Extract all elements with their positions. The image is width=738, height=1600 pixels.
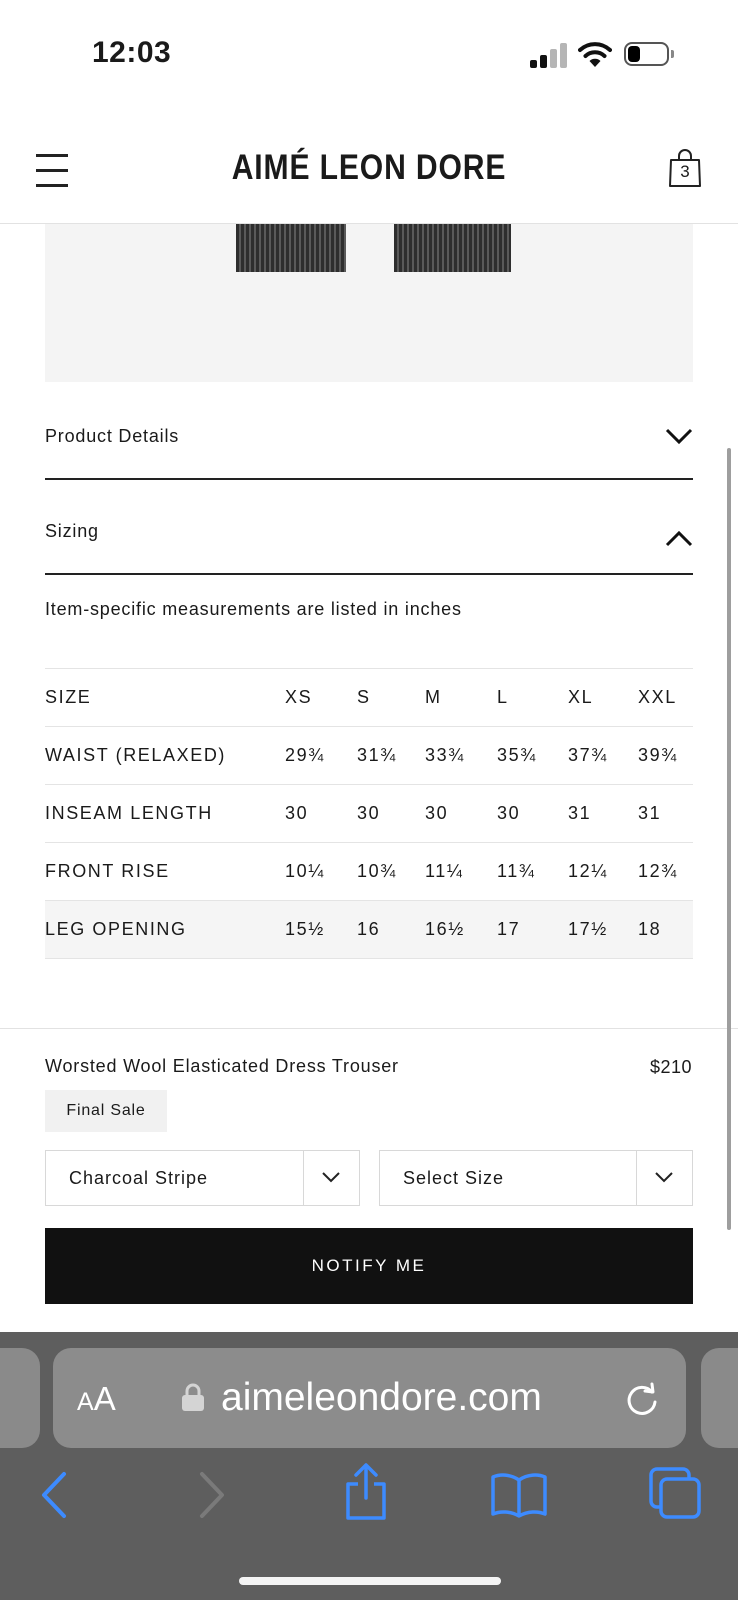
product-image[interactable] bbox=[45, 224, 693, 382]
size-chart-table bbox=[45, 668, 693, 959]
color-select-value: Charcoal Stripe bbox=[69, 1168, 209, 1188]
chevron-down-icon bbox=[654, 1169, 674, 1185]
sizing-note: Item-specific measurements are listed in inches bbox=[45, 599, 462, 619]
select-divider bbox=[636, 1151, 637, 1205]
table-cell: 33¾ bbox=[425, 727, 497, 785]
table-cell: XS bbox=[285, 669, 357, 727]
table-cell: 39¾ bbox=[638, 727, 693, 785]
table-cell: 10¾ bbox=[357, 843, 425, 901]
trouser-leg-left bbox=[236, 224, 346, 272]
tabs-icon[interactable] bbox=[648, 1466, 702, 1520]
table-cell: 18 bbox=[638, 901, 693, 959]
color-select[interactable] bbox=[45, 1150, 360, 1206]
table-cell: 12¼ bbox=[568, 843, 638, 901]
site-header bbox=[0, 110, 738, 224]
cart-count-badge: 3 bbox=[680, 162, 690, 181]
table-cell: 31 bbox=[568, 785, 638, 843]
text-size-button[interactable] bbox=[77, 1380, 116, 1418]
table-cell: 12¾ bbox=[638, 843, 693, 901]
final-sale-badge: Final Sale bbox=[45, 1090, 167, 1132]
table-cell: 11¼ bbox=[425, 843, 497, 901]
url-text[interactable]: aimeleondore.com bbox=[221, 1376, 542, 1419]
table-cell: XL bbox=[568, 669, 638, 727]
table-cell: 30 bbox=[285, 785, 357, 843]
table-cell: 37¾ bbox=[568, 727, 638, 785]
table-cell: M bbox=[425, 669, 497, 727]
battery-icon bbox=[624, 42, 674, 66]
scrollbar[interactable] bbox=[727, 448, 731, 1230]
status-time: 12:03 bbox=[92, 36, 172, 69]
table-cell: 30 bbox=[425, 785, 497, 843]
chevron-down-icon bbox=[321, 1169, 341, 1185]
chevron-down-icon bbox=[665, 426, 693, 446]
table-cell: 10¼ bbox=[285, 843, 357, 901]
table-cell: 17 bbox=[497, 901, 568, 959]
table-cell: 15½ bbox=[285, 901, 357, 959]
text-size-small-a: A bbox=[77, 1388, 94, 1416]
table-cell: S bbox=[357, 669, 425, 727]
table-cell: 16 bbox=[357, 901, 425, 959]
table-cell: 17½ bbox=[568, 901, 638, 959]
text-size-large-a: A bbox=[93, 1380, 116, 1417]
table-cell: LEG OPENING bbox=[45, 901, 285, 959]
share-icon[interactable] bbox=[343, 1462, 389, 1522]
notify-me-button[interactable]: NOTIFY ME bbox=[45, 1228, 693, 1304]
back-icon[interactable] bbox=[38, 1470, 70, 1520]
reload-icon[interactable] bbox=[623, 1380, 661, 1418]
select-divider bbox=[303, 1151, 304, 1205]
size-select[interactable] bbox=[379, 1150, 693, 1206]
table-cell: 31 bbox=[638, 785, 693, 843]
product-details-accordion[interactable] bbox=[45, 396, 693, 480]
table-cell: SIZE bbox=[45, 669, 285, 727]
table-row bbox=[45, 669, 693, 727]
table-row bbox=[45, 727, 693, 785]
purchase-panel-divider bbox=[0, 1028, 738, 1029]
table-cell: INSEAM LENGTH bbox=[45, 785, 285, 843]
trouser-leg-right bbox=[394, 224, 511, 272]
chevron-up-icon bbox=[665, 529, 693, 549]
product-price: $210 bbox=[649, 1057, 692, 1077]
table-cell: WAIST (RELAXED) bbox=[45, 727, 285, 785]
browser-toolbar bbox=[0, 1332, 738, 1600]
cellular-signal-icon bbox=[530, 42, 568, 68]
address-bar[interactable] bbox=[53, 1348, 686, 1448]
table-cell: 16½ bbox=[425, 901, 497, 959]
table-cell: L bbox=[497, 669, 568, 727]
table-cell: FRONT RISE bbox=[45, 843, 285, 901]
sizing-accordion[interactable] bbox=[45, 491, 693, 575]
table-cell: 11¾ bbox=[497, 843, 568, 901]
bookmarks-icon[interactable] bbox=[490, 1472, 548, 1518]
table-cell: 35¾ bbox=[497, 727, 568, 785]
wifi-icon bbox=[578, 40, 612, 68]
home-indicator[interactable] bbox=[239, 1577, 501, 1585]
lock-icon bbox=[181, 1382, 205, 1412]
sizing-label: Sizing bbox=[45, 521, 99, 541]
forward-icon[interactable] bbox=[196, 1470, 228, 1520]
table-cell: 30 bbox=[357, 785, 425, 843]
product-details-label: Product Details bbox=[45, 426, 180, 446]
table-cell: 31¾ bbox=[357, 727, 425, 785]
status-bar bbox=[0, 0, 738, 110]
table-row bbox=[45, 901, 693, 959]
product-name: Worsted Wool Elasticated Dress Trouser bbox=[45, 1056, 399, 1076]
table-cell: 29¾ bbox=[285, 727, 357, 785]
shopping-bag-icon[interactable] bbox=[668, 148, 702, 188]
table-row bbox=[45, 785, 693, 843]
previous-tab-preview[interactable] bbox=[0, 1348, 40, 1448]
brand-logo[interactable]: AIMÉ LEON DORE bbox=[231, 148, 507, 187]
next-tab-preview[interactable] bbox=[701, 1348, 738, 1448]
table-cell: 30 bbox=[497, 785, 568, 843]
size-select-value: Select Size bbox=[403, 1168, 505, 1188]
table-row bbox=[45, 843, 693, 901]
table-cell: XXL bbox=[638, 669, 693, 727]
